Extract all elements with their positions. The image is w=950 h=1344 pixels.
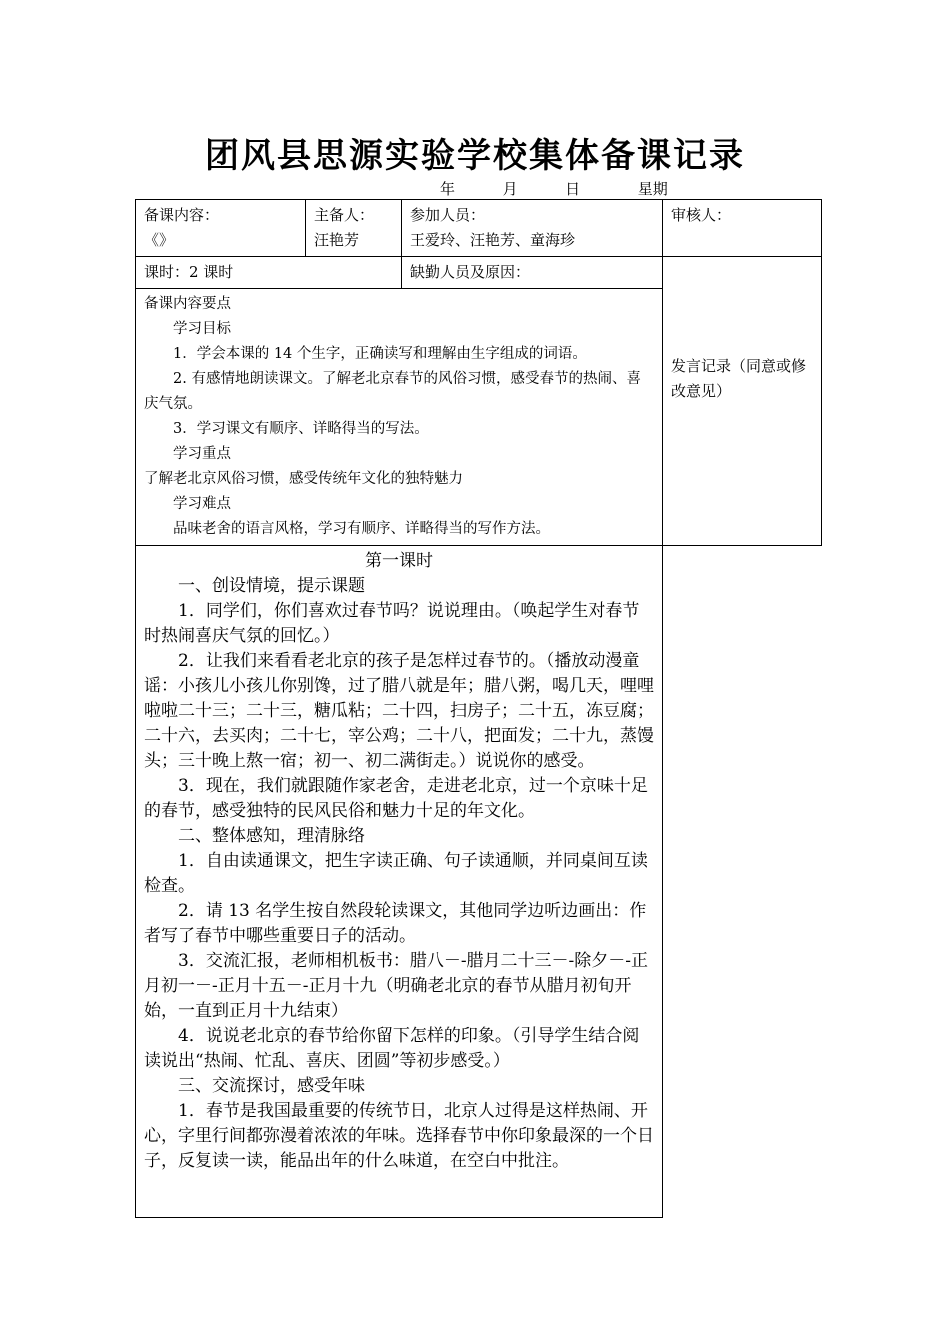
- lesson-paragraph: 4．说说老北京的春节给你留下怎样的印象。（引导学生结合阅读说出“热闹、忙乱、喜庆、团圆”等初步感受。）: [144, 1026, 640, 1071]
- lesson-paragraph: 1．同学们，你们喜欢过春节吗？说说理由。（唤起学生对春节时热闹喜庆气氛的回忆。）: [144, 601, 640, 646]
- participants-cell: [402, 200, 663, 257]
- goal-item: 1．学会本课的 14 个生字，正确读写和理解由生字组成的词语。: [173, 346, 587, 362]
- lead-label: 主备人：: [314, 206, 375, 224]
- date-month-label: 月: [502, 180, 518, 198]
- plan-heading: 备课内容要点: [144, 296, 231, 312]
- date-day-label: 日: [565, 180, 581, 198]
- lesson-heading: 第一课时: [365, 551, 433, 571]
- date-year-label: 年: [440, 180, 456, 198]
- speech-record-cell: [663, 257, 822, 546]
- participants-label: 参加人员：: [410, 206, 486, 224]
- goal-item: 2. 有感情地朗读课文。了解老北京春节的风俗习惯，感受春节的热闹、喜庆气氛。: [144, 371, 641, 412]
- lesson-section-title: 一、创设情境，提示课题: [178, 576, 365, 596]
- reviewer-label: 审核人：: [671, 206, 732, 224]
- lesson-cell: [136, 546, 663, 1218]
- absent-label: 缺勤人员及原因：: [410, 263, 531, 281]
- date-weekday-label: 星期: [637, 180, 668, 198]
- goals-title: 学习目标: [173, 321, 231, 337]
- lesson-paragraph: 2．让我们来看看老北京的孩子是怎样过春节的。（播放动漫童谣：小孩儿小孩儿你别馋，过了腊八就是年；腊八粥，喝几天，哩哩啦啦二十三；二十三，糖瓜粘；二十四，扫房子；二十五，冻豆腐；二十六，去买肉；二十七，宰公鸡；二十八，把面发；二十九，蒸馒头；三十晚上熬一宿；初一、初二满街走。）说说你的感受。: [144, 651, 654, 771]
- lesson-paragraph: 3．交流汇报，老师相机板书：腊八－-腊月二十三－-除夕－-正月初一－-正月十五－-正月十九（明确老北京的春节从腊月初旬开始，一直到正月十九结束）: [144, 951, 649, 1021]
- lesson-plan-table: [135, 199, 822, 1218]
- lead-value: 汪艳芳: [314, 231, 360, 249]
- date-line: [440, 178, 668, 199]
- hours-cell: [136, 257, 402, 289]
- reviewer-cell: [663, 200, 822, 257]
- lesson-section-title: 三、交流探讨，感受年味: [178, 1076, 365, 1096]
- lesson-paragraph: 3．现在，我们就跟随作家老舍，走进老北京，过一个京味十足的春节，感受独特的民风民俗和魅力十足的年文化。: [144, 776, 648, 821]
- difficulty-text: 品味老舍的语言风格，学习有顺序、详略得当的写作方法。: [173, 521, 550, 537]
- plan-cell: [136, 289, 663, 546]
- goal-item: 3．学习课文有顺序、详略得当的写法。: [173, 421, 429, 437]
- hours-text: 课时：2 课时: [144, 263, 234, 281]
- key-title: 学习重点: [173, 446, 231, 462]
- participants-value: 王爱玲、汪艳芳、童海珍: [410, 231, 576, 249]
- lesson-paragraph: 1．自由读通课文，把生字读正确、句子读通顺，并同桌间互读检查。: [144, 851, 648, 896]
- page-title: 团风县思源实验学校集体备课记录: [205, 136, 745, 176]
- absent-cell: [402, 257, 663, 289]
- lesson-paragraph: 2．请 13 名学生按自然段轮读课文，其他同学边听边画出：作者写了春节中哪些重要日子的活动。: [144, 901, 647, 946]
- lesson-paragraph: 1．春节是我国最重要的传统节日，北京人过得是这样热闹、开心，字里行间都弥漫着浓浓的年味。选择春节中你印象最深的一个日子，反复读一读，能品出年的什么味道，在空白中批注。: [144, 1101, 654, 1171]
- key-text: 了解老北京风俗习惯，感受传统年文化的独特魅力: [144, 471, 463, 487]
- lead-cell: [306, 200, 402, 257]
- content-value: 《》: [144, 231, 175, 249]
- speech-record-label: 发言记录（同意或修改意见）: [671, 357, 807, 400]
- lesson-section-title: 二、整体感知，理清脉络: [178, 826, 365, 846]
- difficulty-title: 学习难点: [173, 496, 231, 512]
- content-cell: [136, 200, 306, 257]
- content-label: 备课内容：: [144, 206, 220, 224]
